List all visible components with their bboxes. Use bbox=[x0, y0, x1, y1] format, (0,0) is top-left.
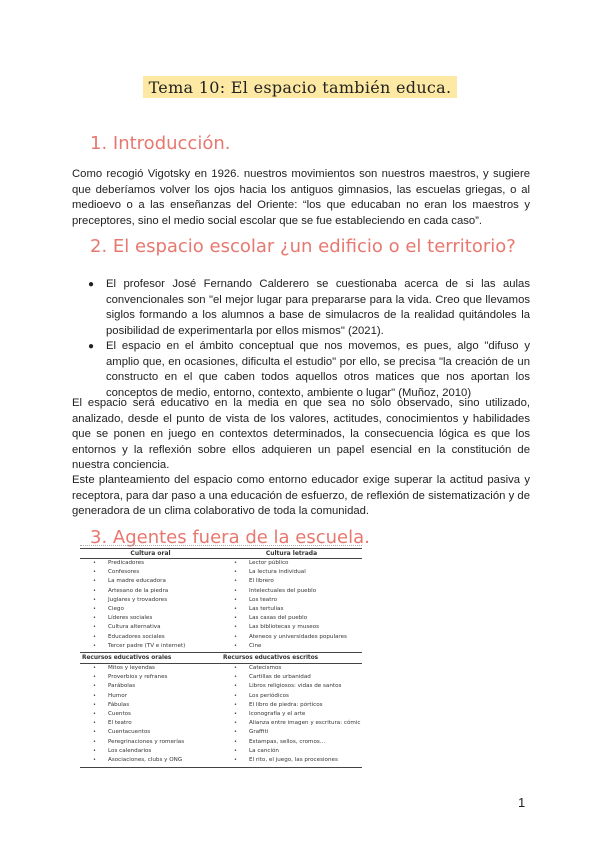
heading-agentes: 3. Agentes fuera de la escuela. bbox=[90, 527, 370, 548]
bullet-icon: • bbox=[93, 578, 96, 585]
table-row bbox=[221, 738, 362, 747]
table-row bbox=[80, 642, 221, 651]
paragraph-planteamiento: Este planteamiento del espacio como entorno educador exige superar la actitud pasiva y receptora, para dar paso a una educación de esfuerzo, de reflexión de sistematización y de generadora de un clima colaborativo de toda la comunidad. bbox=[72, 474, 530, 517]
table-cell: Las casas del pueblo bbox=[249, 615, 308, 622]
bullet-icon: • bbox=[93, 747, 96, 754]
table-row bbox=[221, 673, 362, 682]
bullet-icon: • bbox=[93, 683, 96, 690]
table-row bbox=[80, 756, 221, 765]
table-row bbox=[221, 568, 362, 577]
table-cell: Catecismos bbox=[249, 665, 282, 671]
table-bottom-border bbox=[80, 767, 362, 768]
table-cell: Alianza entre imagen y escritura: cómic bbox=[249, 720, 361, 727]
table-row bbox=[221, 710, 362, 719]
table-row bbox=[80, 605, 221, 614]
bullet-icon: • bbox=[93, 633, 96, 640]
bullet-icon: • bbox=[234, 692, 237, 699]
bullet-icon: ● bbox=[88, 279, 95, 290]
bullet-icon: • bbox=[93, 665, 96, 671]
table-row bbox=[221, 596, 362, 605]
table-cell: Cuentos bbox=[108, 710, 131, 717]
bullet-icon: • bbox=[93, 605, 96, 612]
heading-introduccion: 1. Introducción. bbox=[90, 133, 231, 154]
table-rows-oral bbox=[80, 559, 221, 651]
table-row bbox=[221, 577, 362, 586]
bullet-icon: • bbox=[93, 587, 96, 594]
table-rows-letrada bbox=[221, 559, 362, 651]
bullet-icon: • bbox=[234, 683, 237, 690]
table-cell: Líderes sociales bbox=[108, 615, 153, 622]
bullet-icon: ● bbox=[88, 341, 95, 352]
bullet-icon: • bbox=[234, 560, 237, 566]
bullet-icon: • bbox=[93, 642, 96, 649]
bullet-list bbox=[86, 277, 530, 401]
agents-table bbox=[80, 548, 362, 770]
list-item bbox=[86, 277, 530, 339]
bullet-icon: • bbox=[234, 747, 237, 754]
table-rows-recursos-orales bbox=[80, 664, 221, 765]
table-row bbox=[221, 728, 362, 737]
table-cell: Humor bbox=[108, 692, 127, 699]
table-row bbox=[221, 614, 362, 623]
bullet-icon: • bbox=[234, 756, 237, 763]
table-row bbox=[80, 577, 221, 586]
table-cell: Proverbios y refranes bbox=[108, 674, 168, 681]
table-column-recursos-orales bbox=[80, 654, 221, 765]
table-row bbox=[221, 642, 362, 651]
bullet-icon: • bbox=[93, 710, 96, 717]
table-row bbox=[221, 692, 362, 701]
bullet-icon: • bbox=[93, 560, 96, 566]
bullet-icon: • bbox=[93, 615, 96, 622]
table-cell: Los periódicos bbox=[249, 692, 289, 699]
table-cell: Cartillas de urbanidad bbox=[249, 674, 311, 681]
heading-espacio-escolar: 2. El espacio escolar ¿un edificio o el territorio? bbox=[90, 236, 516, 257]
list-item-text: El espacio en el ámbito conceptual que nos movemos, es pues, algo "difuso y amplio que, en ocasiones, dificulta el estudio" por ello, se precisa "la creación de un constructo en el que caben todos aquellos otros matices que nos aportan los conceptos de medio, entorno, contexto, ambiente o lugar" (Muñoz, 2010) bbox=[106, 340, 530, 399]
table-rows-recursos-escritos bbox=[221, 664, 362, 765]
bullet-icon: • bbox=[234, 710, 237, 717]
table-row bbox=[80, 719, 221, 728]
bullet-icon: • bbox=[93, 624, 96, 631]
table-cell: Intelectuales del pueblo bbox=[249, 587, 317, 594]
table-header-oral: Cultura oral bbox=[80, 548, 221, 558]
table-row bbox=[80, 568, 221, 577]
page-number: 1 bbox=[518, 795, 526, 810]
table-row bbox=[80, 701, 221, 710]
table-row bbox=[221, 664, 362, 673]
bullet-icon: • bbox=[234, 605, 237, 612]
paragraph-intro: Como recogió Vigotsky en 1926. nuestros movimientos son nuestros maestros, y sugiere que deberíamos volver los ojos hacia los antiguos gimnasios, las escuelas griegas, o al medioevo o a las enseñanzas del Oriente: “los que educaban no eran los maestros y preceptores, sino el medio social escolar que se fue estableciendo en cada caso”. bbox=[72, 168, 530, 227]
table-cell: Artesano de la piedra bbox=[108, 587, 169, 594]
bullet-icon: • bbox=[93, 701, 96, 708]
table-cell: Educadores sociales bbox=[108, 633, 165, 640]
table-cell: Cuentacuentos bbox=[108, 729, 151, 736]
table-row bbox=[80, 587, 221, 596]
table-row bbox=[80, 596, 221, 605]
bullet-icon: • bbox=[93, 569, 96, 576]
table-row bbox=[221, 756, 362, 765]
table-row bbox=[221, 682, 362, 691]
bullet-icon: • bbox=[93, 729, 96, 736]
table-row bbox=[80, 728, 221, 737]
table-cell: Ateneos y universidades populares bbox=[249, 633, 347, 640]
table-row bbox=[80, 673, 221, 682]
list-item-text: El profesor José Fernando Calderero se cuestionaba acerca de si las aulas convencionales son "el mejor lugar para prepararse para la vida. Creo que llevamos siglos formando a los alumnos a base de simulacros de la realidad quitándoles la posibilidad de experimentarla por ellos mismos" (2021). bbox=[106, 278, 530, 337]
table-top-border bbox=[80, 545, 362, 546]
table-cell: Los teatro bbox=[249, 596, 277, 603]
list-item bbox=[86, 339, 530, 401]
bullet-icon: • bbox=[93, 596, 96, 603]
bullet-icon: • bbox=[93, 674, 96, 681]
table-cell: Tercer padre (TV e internet) bbox=[108, 642, 186, 649]
bullet-icon: • bbox=[234, 674, 237, 681]
bullet-icon: • bbox=[234, 738, 237, 745]
table-row bbox=[80, 682, 221, 691]
table-row bbox=[80, 692, 221, 701]
bullet-icon: • bbox=[234, 569, 237, 576]
bullet-icon: • bbox=[234, 615, 237, 622]
table-cell: Peregrinaciones y romerías bbox=[108, 738, 185, 745]
table-row bbox=[80, 664, 221, 673]
table-row bbox=[221, 605, 362, 614]
table-cell: El libro de piedra: pórticos bbox=[249, 701, 323, 708]
table-column-letrada bbox=[221, 548, 362, 651]
table-cell: Predicadores bbox=[108, 560, 145, 566]
table-cell: Parábolas bbox=[108, 683, 136, 690]
bullet-icon: • bbox=[234, 578, 237, 585]
bullet-icon: • bbox=[234, 729, 237, 736]
bullet-icon: • bbox=[234, 665, 237, 671]
table-header-recursos-escritos: Recursos educativos escritos bbox=[223, 655, 319, 661]
bullet-icon: • bbox=[234, 701, 237, 708]
table-column-oral bbox=[80, 548, 221, 651]
table-row bbox=[80, 633, 221, 642]
bullet-icon: • bbox=[93, 738, 96, 745]
table-row bbox=[80, 559, 221, 568]
table-row bbox=[221, 747, 362, 756]
page-title: Tema 10: El espacio también educa. bbox=[143, 76, 458, 98]
bullet-icon: • bbox=[234, 642, 237, 649]
table-cell: Fábulas bbox=[108, 701, 130, 708]
table-cell: Asociaciones, clubs y ONG bbox=[108, 756, 183, 763]
bullet-icon: • bbox=[93, 756, 96, 763]
table-row bbox=[80, 710, 221, 719]
table-cell: El rito, el juego, las procesiones bbox=[249, 756, 338, 763]
table-row bbox=[221, 559, 362, 568]
table-row bbox=[221, 633, 362, 642]
table-cell: La canción bbox=[249, 747, 279, 754]
table-row bbox=[80, 747, 221, 756]
title-container bbox=[0, 76, 600, 98]
table-cell: El teatro bbox=[108, 720, 132, 727]
bullet-icon: • bbox=[234, 596, 237, 603]
bullet-icon: • bbox=[93, 692, 96, 699]
table-cell: Juglares y trovadores bbox=[108, 596, 168, 603]
bullet-icon: • bbox=[234, 624, 237, 631]
table-cell: La madre educadora bbox=[108, 578, 166, 585]
table-cell: Iconografía y el arte bbox=[249, 710, 306, 717]
table-row bbox=[221, 623, 362, 632]
bullet-icon: • bbox=[234, 720, 237, 727]
table-header-letrada: Cultura letrada bbox=[221, 548, 362, 558]
bullet-icon: • bbox=[93, 720, 96, 727]
table-row bbox=[80, 738, 221, 747]
table-cell: Las bibliotecas y museos bbox=[249, 624, 320, 631]
table-cell: Los calendarios bbox=[108, 747, 152, 754]
table-cell: Lector público bbox=[249, 560, 289, 566]
table-cell: El librero bbox=[249, 578, 274, 585]
table-cell: Cine bbox=[249, 642, 262, 649]
table-cell: La lectura individual bbox=[249, 569, 306, 576]
table-cell: Ciego bbox=[108, 605, 124, 612]
table-row bbox=[80, 614, 221, 623]
table-cell: Cultura alternativa bbox=[108, 624, 161, 631]
bullet-icon: • bbox=[234, 587, 237, 594]
table-row bbox=[221, 587, 362, 596]
table-cell: Estampas, sellos, cromos… bbox=[249, 738, 326, 745]
table-cell: Graffiti bbox=[249, 729, 269, 736]
table-header-recursos-orales: Recursos educativos orales bbox=[82, 655, 172, 661]
table-cell: Las tertulias bbox=[249, 605, 284, 612]
table-cell: Confesores bbox=[108, 569, 140, 576]
bullet-icon: • bbox=[234, 633, 237, 640]
table-row bbox=[80, 623, 221, 632]
table-row bbox=[221, 701, 362, 710]
table-row bbox=[221, 719, 362, 728]
table-cell: Libros religiosos: vidas de santos bbox=[249, 683, 342, 690]
table-cell: Mitos y leyendas bbox=[108, 665, 155, 671]
table-column-recursos-escritos bbox=[221, 654, 362, 765]
paragraph-espacio-educativo: El espacio será educativo en la media en que sea no solo observado, sino utilizado, analizado, desde el punto de vista de los valores, actitudes, conocimientos y habilidades que se ponen en juego en contextos determinados, la consecuencia lógica es que los entornos y la reflexión sobre ellos adquieren un papel esencial en la constitución de nuestra conciencia. bbox=[72, 397, 530, 471]
